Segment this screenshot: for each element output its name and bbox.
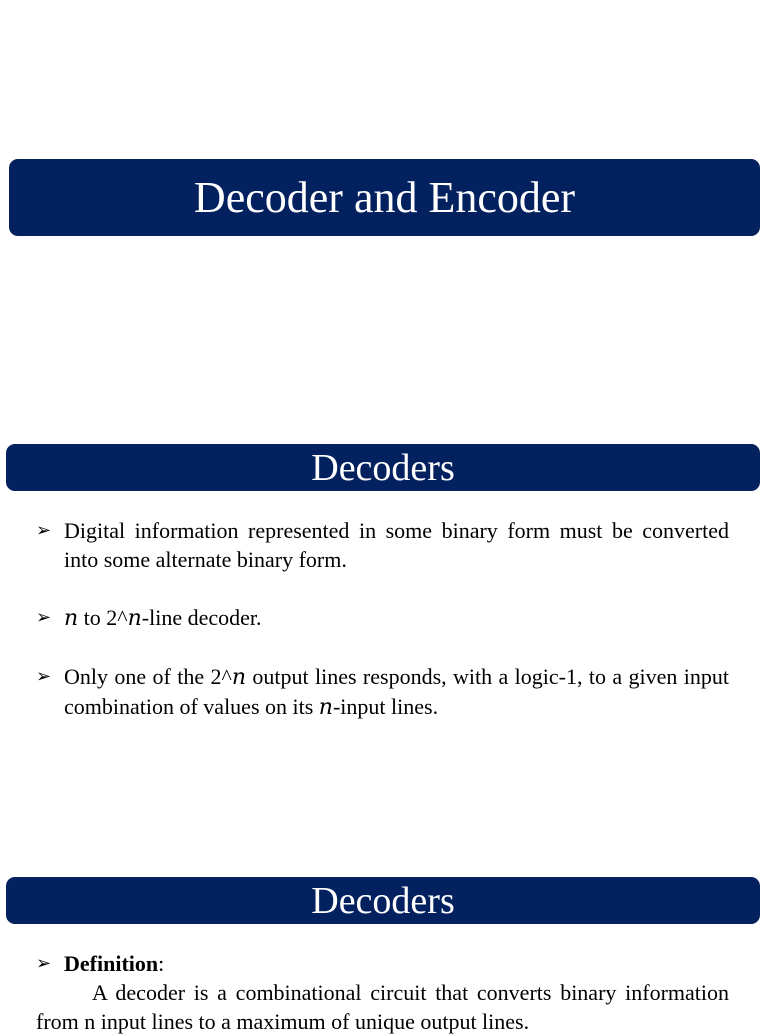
bullet-text: -input lines. xyxy=(332,694,439,719)
decoder-bullet-list xyxy=(36,516,729,722)
definition-text: A decoder is a combinational circuit that converts binary information from n input lines to a maximum of unique output lines. xyxy=(36,980,729,1034)
variable-n: n xyxy=(318,695,333,720)
title-banner xyxy=(9,159,760,236)
section-heading-decoders-2 xyxy=(6,877,760,924)
variable-n: n xyxy=(231,665,246,690)
definition-bullet-list xyxy=(36,949,729,978)
page-title: Decoder and Encoder xyxy=(193,173,576,222)
bullet-item-output-lines xyxy=(36,662,729,722)
section-heading-text: Decoders xyxy=(311,880,455,922)
arrowhead-bullet-icon: ➢ xyxy=(36,607,52,628)
section-heading-text: Decoders xyxy=(311,447,455,489)
arrowhead-bullet-icon: ➢ xyxy=(36,520,52,541)
section-heading-decoders-1 xyxy=(6,444,760,491)
variable-n: n xyxy=(127,606,142,631)
bullet-text: to 2^ xyxy=(78,605,128,630)
arrowhead-bullet-icon: ➢ xyxy=(36,953,52,974)
bullet-text: -line decoder. xyxy=(141,605,262,630)
bullet-item-binary-form xyxy=(36,516,729,574)
bullet-text: output lines responds, with a logic-1, to a given input combination of values on its xyxy=(64,664,729,719)
bullet-item-line-decoder xyxy=(36,603,729,633)
definition-colon: : xyxy=(158,951,165,976)
bullet-text: Only one of the 2^ xyxy=(64,664,232,689)
bullet-item-definition xyxy=(36,949,729,978)
arrowhead-bullet-icon: ➢ xyxy=(36,666,52,687)
bullet-text: Digital information represented in some binary form must be converted into some alternate binary form. xyxy=(64,518,729,572)
definition-label: Definition xyxy=(64,951,159,976)
variable-n: n xyxy=(64,606,79,631)
